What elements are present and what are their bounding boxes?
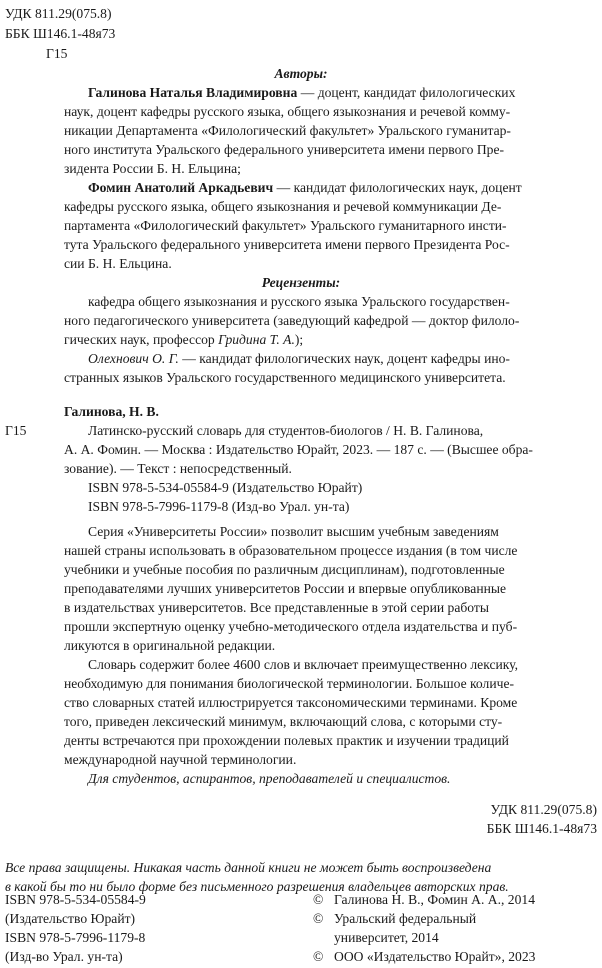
author-2-line-4: тута Уральского федерального университета имени первого Президента Рос- (64, 237, 510, 252)
author-2-line-3: партамента «Филологический факультет» Уральского гуманитарного инсти- (64, 218, 507, 233)
author-1-line-5: зидента России Б. Н. Ельцина; (64, 161, 241, 176)
dict-line-2: необходимую для понимания биологической терминологии. Большое количе- (64, 676, 515, 691)
author-1-line-1 (88, 83, 515, 102)
copyright-symbol-3: © (313, 949, 324, 964)
reviewer-1-line-3 (64, 330, 303, 349)
series-line-3: учебники и учебные пособия по различным дисциплинам), подготовленные (64, 562, 505, 577)
author-1-line-2: наук, доцент кафедры русского языка, общего языкознания и речевой комму- (64, 104, 511, 119)
dict-line-4: того, приведен лексический минимум, включающий слова, с которыми сту- (64, 714, 503, 729)
reviewer-1-line-1: кафедра общего языкознания и русского языка Уральского государствен- (88, 294, 510, 309)
catalog-author: Галинова, Н. В. (64, 404, 159, 419)
reviewer-1-name: Гридина Т. А. (218, 332, 295, 347)
author-1-line-4: ного института Уральского федерального университета имени первого Пре- (64, 142, 505, 157)
series-line-1: Серия «Университеты России» позволит высшим учебным заведениям (88, 524, 499, 539)
rights-line-1: Все права защищены. Никакая часть данной книги не может быть воспроизведена (5, 860, 492, 875)
header-code: Г15 (46, 46, 68, 61)
reviewers-heading: Рецензенты: (261, 275, 341, 290)
copyright-3: ООО «Издательство Юрайт», 2023 (334, 949, 536, 964)
reviewer-2-line-1 (88, 349, 510, 368)
footer-isbn-1: ISBN 978-5-534-05584-9 (5, 892, 146, 907)
series-line-7: ликуются в оригинальной редакции. (64, 638, 276, 653)
author-2-text: — кандидат филологических наук, доцент (273, 180, 522, 195)
dict-line-1: Словарь содержит более 4600 слов и включает преимущественно лексику, (88, 657, 519, 672)
author-2-line-1 (88, 178, 522, 197)
footer-isbn-2-publisher: (Изд-во Урал. ун-та) (5, 949, 123, 964)
series-line-6: прошли экспертную оценку учебно-методического отдела издательства и пуб- (64, 619, 518, 634)
authors-heading: Авторы: (274, 66, 328, 81)
copyright-2: Уральский федеральный (334, 911, 477, 926)
copyright-symbol-1: © (313, 892, 324, 907)
catalog-isbn-1: ISBN 978-5-534-05584-9 (Издательство Юрайт) (88, 480, 363, 495)
catalog-line-2: А. А. Фомин. — Москва : Издательство Юрайт, 2023. — 187 с. — (Высшее обра- (64, 442, 533, 457)
reviewer-2-name: Олехнович О. Г. (88, 351, 179, 366)
dict-line-3: ство словарных статей иллюстрируется таксономическими терминами. Кроме (64, 695, 518, 710)
reviewer-1-line-2: ного педагогического университета (заведующий кафедрой — доктор филоло- (64, 313, 520, 328)
author-2-line-2: кафедры русского языка, общего языкознания и речевой коммуникации Де- (64, 199, 502, 214)
author-2-line-5: сии Б. Н. Ельцина. (64, 256, 172, 271)
catalog-isbn-2: ISBN 978-5-7996-1179-8 (Изд-во Урал. ун-та) (88, 499, 350, 514)
footer-isbn-2: ISBN 978-5-7996-1179-8 (5, 930, 146, 945)
reviewer-2-line-2: странных языков Уральского государственного медицинского университета. (64, 370, 506, 385)
reviewer-2-text: — кандидат филологических наук, доцент кафедры ино- (178, 351, 510, 366)
series-line-2: нашей страны использовать в образовательном процессе издания (в том числе (64, 543, 518, 558)
copyright-2-cont: университет, 2014 (334, 930, 439, 945)
copyright-symbol-2: © (313, 911, 324, 926)
catalog-code: Г15 (5, 423, 27, 438)
copyright-1: Галинова Н. В., Фомин А. А., 2014 (334, 892, 535, 907)
catalog-bbk: ББК Ш146.1-48я73 (486, 821, 597, 836)
reviewer-1-tail: ); (294, 332, 304, 347)
audience-note: Для студентов, аспирантов, преподавателей и специалистов. (88, 771, 451, 786)
rights-line-2: в какой бы то ни было форме без письменного разрешения владельцев авторских прав. (5, 879, 509, 894)
dict-line-5: денты встречаются при прохождении полевых практик и изучении традиций (64, 733, 509, 748)
catalog-line-3: зование). — Текст : непосредственный. (64, 461, 292, 476)
author-1-text: — доцент, кандидат филологических (297, 85, 516, 100)
series-line-4: преподавателями лучших университетов России и впервые опубликованные (64, 581, 507, 596)
author-1-name: Галинова Наталья Владимировна (88, 85, 298, 100)
catalog-line-1: Латинско-русский словарь для студентов-биологов / Н. В. Галинова, (88, 423, 484, 438)
catalog-udk: УДК 811.29(075.8) (490, 802, 597, 817)
header-udk: УДК 811.29(075.8) (5, 6, 112, 21)
author-1-line-3: никации Департамента «Филологический факультет» Уральского гуманитар- (64, 123, 511, 138)
header-bbk: ББК Ш146.1-48я73 (5, 26, 116, 41)
reviewer-1-text: гических наук, профессор (64, 332, 219, 347)
footer-isbn-1-publisher: (Издательство Юрайт) (5, 911, 136, 926)
series-line-5: в издательствах университетов. Все представленные в этой серии работы (64, 600, 489, 615)
author-2-name: Фомин Анатолий Аркадьевич (88, 180, 274, 195)
dict-line-6: международной научной терминологии. (64, 752, 297, 767)
